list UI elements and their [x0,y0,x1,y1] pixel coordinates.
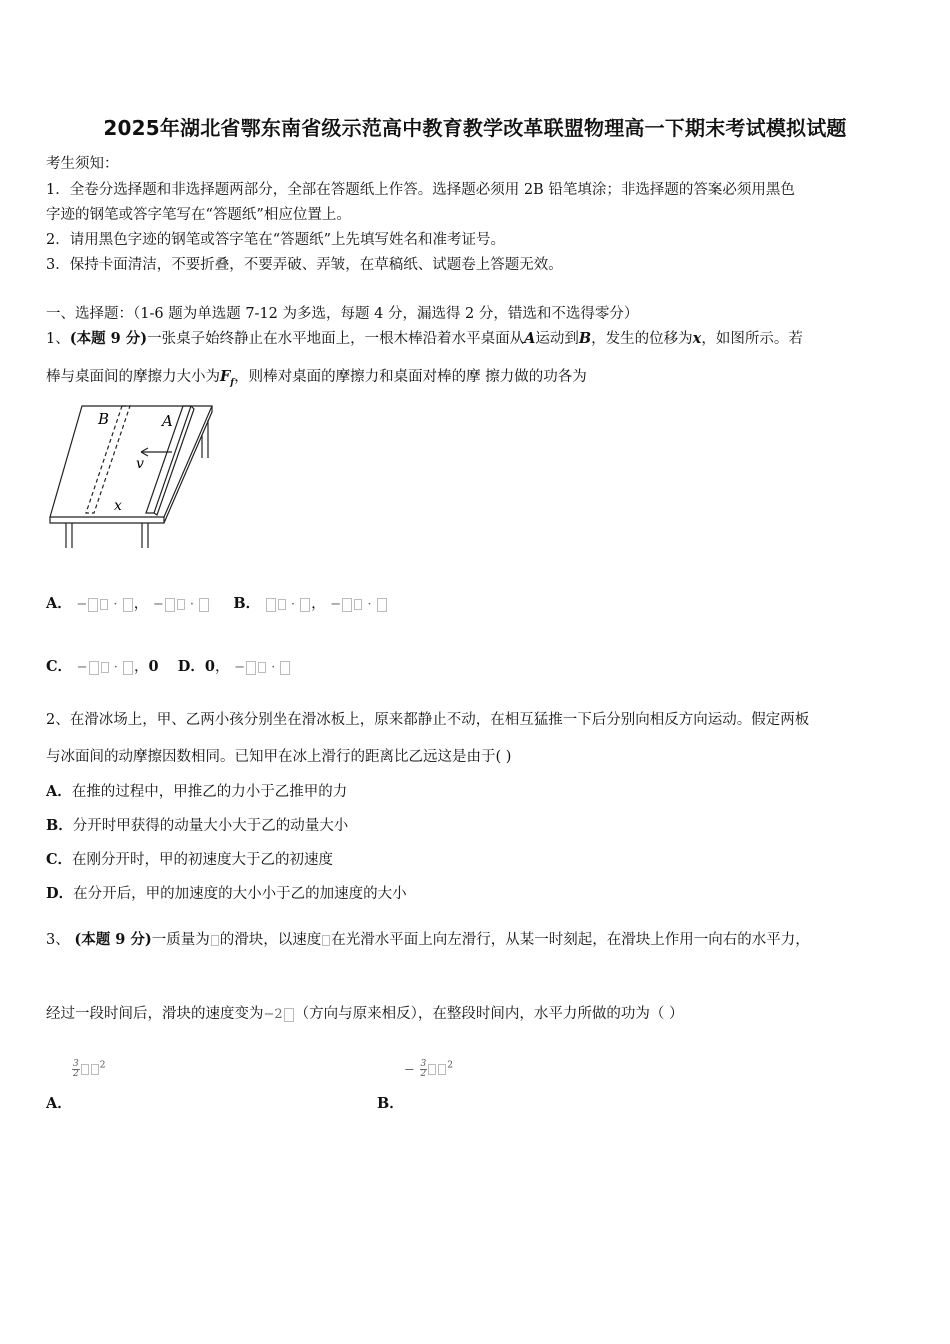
question-2-line-2: 与冰面间的动摩擦因数相同。已知甲在冰上滑行的距离比乙远这是由于( ) [46,749,512,765]
option-a-formula-2 [153,597,210,612]
comma: ， [133,596,149,612]
question-score: (本题 9 分) [74,931,152,948]
placeholder-glyph [100,599,108,610]
question-2-option-d [46,882,407,903]
variable-f: F [220,368,231,385]
table-top [50,406,212,517]
question-1-options-cd [46,655,291,676]
option-text: 在推的过程中，甲推乙的力小于乙推甲的力 [71,784,348,800]
question-3-option-a-label [46,1092,72,1113]
placeholder-glyph [278,599,286,610]
neg-two-v [264,1007,295,1022]
question-text: （方向与原来相反），在整段时间内，水平力所做的功为（ ） [294,1006,684,1022]
question-3-line-1 [46,928,810,949]
question-text: ，则棒对桌面的摩擦力和桌面对棒的摩 擦力做的功各为 [234,369,587,385]
question-3-line-2 [46,1002,684,1023]
mass-placeholder [211,935,219,946]
fraction [72,1060,80,1079]
question-1-line-2 [46,365,587,388]
option-b-formula: − $\frac{3}{2}$ $^2$ [404,1059,453,1079]
variable-f-subscript: f [230,377,235,388]
placeholder-glyph [342,598,352,612]
minus-sign: − [234,660,245,675]
placeholder-glyph [300,598,310,612]
placeholder-glyph [123,661,133,675]
question-2-option-c [46,848,333,869]
zero-value: 0 [204,658,215,675]
minus-sign: − [76,597,88,612]
option-b-formula [265,597,311,612]
exponent: 2 [447,1060,453,1071]
option-b-label: B． [233,595,261,612]
figure-label-b: B [98,410,110,428]
dot-sign: · [113,660,118,675]
placeholder-glyph [246,661,256,675]
velocity-placeholder [322,935,330,946]
question-text: ，如图所示。若 [701,331,803,347]
comma: ， [311,596,326,612]
option-a-label: A． [46,1095,72,1112]
option-a-formula [72,1060,105,1079]
variable-x: x [692,330,702,347]
placeholder-glyph [266,598,276,612]
question-2-option-a [46,780,347,801]
table-edge [50,406,212,523]
placeholder-glyph [280,661,290,675]
option-b-formula-2 [330,597,387,612]
placeholder-glyph [377,598,387,612]
question-text: 的滑块，以速度 [219,932,322,948]
option-text: 在刚分开时，甲的初速度大于乙的初速度 [72,852,334,868]
option-text: 分开时甲获得的动量大小大于乙的动量大小 [72,818,349,834]
option-c-label: C． [46,658,73,675]
dot-sign: · [271,660,276,675]
dot-sign: · [113,597,118,612]
placeholder-glyph [89,661,99,675]
question-text: 经过一段时间后，滑块的速度变为 [46,1006,264,1022]
option-b-label: B． [377,1095,404,1112]
minus-sign: − [330,597,342,612]
dot-sign: · [189,597,194,612]
figure-label-a: A [162,412,173,430]
fraction [420,1060,428,1079]
placeholder-glyph [101,662,109,673]
neg-two: −2 [263,1007,283,1022]
fraction-numerator: 3 [73,1059,79,1069]
fraction-denominator: 2 [73,1069,79,1079]
question-text: ，发生的位移为 [591,331,693,347]
zero-value: 0 [148,658,159,675]
placeholder-glyph [123,598,133,612]
exponent: 2 [99,1060,106,1071]
placeholder-glyph [91,1064,99,1075]
option-a-label: A． [46,595,72,612]
notice-item: 1．全卷分选择题和非选择题两部分，全部在答题纸上作答。选择题必须用 2B 铅笔填涂；非选择题的答案必须用黑色 [46,182,795,198]
question-1-options-ab [46,592,388,613]
placeholder-glyph [354,599,362,610]
dot-sign: · [290,597,296,612]
question-2-line-1: 2、在滑冰场上，甲、乙两小孩分别坐在滑冰板上，原来都静止不动，在相互猛推一下后分别向相反方向运动。假定两板 [46,712,810,728]
minus-sign: − [152,597,164,612]
placeholder-glyph [438,1064,446,1075]
notice-item: 2．请用黑色字迹的钢笔或答字笔在“答题纸”上先填写姓名和准考证号。 [46,232,506,248]
question-3-option-b-label [377,1092,404,1113]
question-text: 在光滑水平面上向左滑行，从某一时刻起，在滑块上作用一向右的水平力， [331,932,810,948]
question-2-option-b [46,814,348,835]
question-text: 一质量为 [151,932,210,948]
notice-heading: 考生须知： [46,156,119,172]
placeholder-glyph [258,662,266,673]
option-a-formula [76,597,133,612]
question-text: 运动到 [535,331,579,347]
question-number: 1、 [46,331,70,347]
comma: ， [214,659,230,675]
question-number: 3、 [46,932,70,948]
figure-label-x: x [114,498,122,514]
option-label: A． [46,783,72,800]
option-c-formula [77,660,134,675]
point-a: A [524,330,536,347]
table-figure [44,400,219,555]
option-label: D． [46,885,74,902]
placeholder-glyph [177,599,185,610]
comma: ， [133,659,149,675]
placeholder-glyph [199,598,209,612]
fraction-denominator: 2 [420,1069,427,1079]
figure-label-v: v [136,456,144,472]
page-title: 2025年湖北省鄂东南省级示范高中教育教学改革联盟物理高一下期末考试模拟试题 [103,116,847,140]
question-text: 棒与桌面间的摩擦力大小为 [46,369,220,385]
fraction-numerator: 3 [420,1059,427,1069]
minus-sign: − [76,660,88,675]
placeholder-glyph [88,598,98,612]
option-d-formula [234,660,291,675]
question-text: 一张桌子始终静止在水平地面上，一根木棒沿着水平桌面从 [147,331,525,347]
option-d-label: D． [177,658,205,675]
placeholder-glyph [428,1064,436,1075]
placeholder-glyph [81,1064,89,1075]
question-score: (本题 9 分) [69,330,148,347]
dot-sign: · [367,597,372,612]
placeholder-glyph [165,598,175,612]
question-1-line-1 [46,327,803,348]
notice-item: 3．保持卡面清洁，不要折叠，不要弄破、弄皱，在草稿纸、试题卷上答题无效。 [46,257,563,273]
point-b: B [578,330,592,347]
option-label: C． [46,851,73,868]
placeholder-glyph [284,1008,294,1022]
section-heading: 一、选择题：（1-6 题为单选题 7-12 为多选，每题 4 分，漏选得 2 分，错选和不选得零分） [46,306,639,322]
option-label: B． [46,817,73,834]
option-text: 在分开后，甲的加速度的大小小于乙的加速度的大小 [73,886,407,902]
notice-item: 字迹的钢笔或答字笔写在“答题纸”相应位置上。 [46,207,351,223]
